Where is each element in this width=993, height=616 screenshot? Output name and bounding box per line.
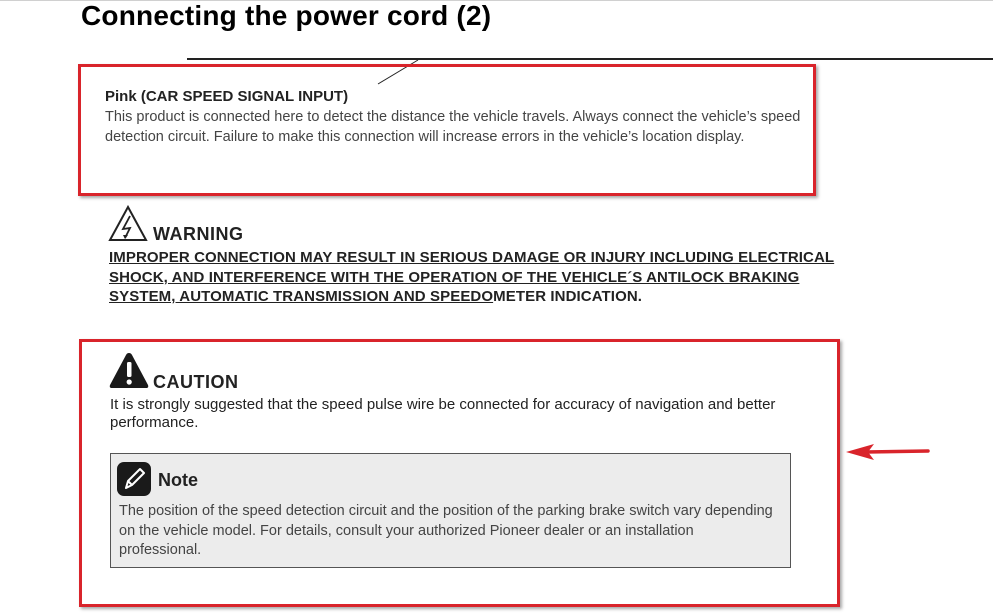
note-title: Note (158, 470, 198, 490)
pink-wire-heading: Pink (CAR SPEED SIGNAL INPUT) (105, 88, 349, 105)
caution-title: CAUTION (153, 372, 239, 392)
warning-text-plain: METER INDICATION. (493, 288, 643, 305)
caution-exclamation-icon (108, 351, 150, 391)
caution-text: It is strongly suggested that the speed pulse wire be connected for accuracy of navigation and better performance. (110, 396, 776, 431)
note-text: The position of the speed detection circuit and the position of the parking brake switch vary depending on the vehicle model. For details, consult your authorized Pioneer dealer or an installation professional. (119, 503, 773, 558)
warning-title: WARNING (153, 224, 244, 244)
page-title: Connecting the power cord (2) (81, 0, 492, 31)
left-arrow-icon (844, 440, 934, 466)
warning-text-underlined: IMPROPER CONNECTION MAY RESULT IN SERIOUS DAMAGE OR INJURY INCLUDING ELECTRICAL SHOCK, AND INTERFERENCE WITH THE OPERATION OF THE VEHICLE´S ANTILOCK BRAKING SYSTEM, AUTOMATIC TRANSMISSION AND SPEEDO (109, 249, 835, 305)
note-pencil-icon (116, 461, 152, 497)
warning-shock-icon (108, 205, 148, 243)
pink-wire-description: This product is connected here to detect the distance the vehicle travels. Always connect the vehicle’s speed detection circuit. Failure to make this connection will increase errors in the vehicle’s location display. (105, 109, 801, 145)
warning-text (109, 248, 849, 307)
